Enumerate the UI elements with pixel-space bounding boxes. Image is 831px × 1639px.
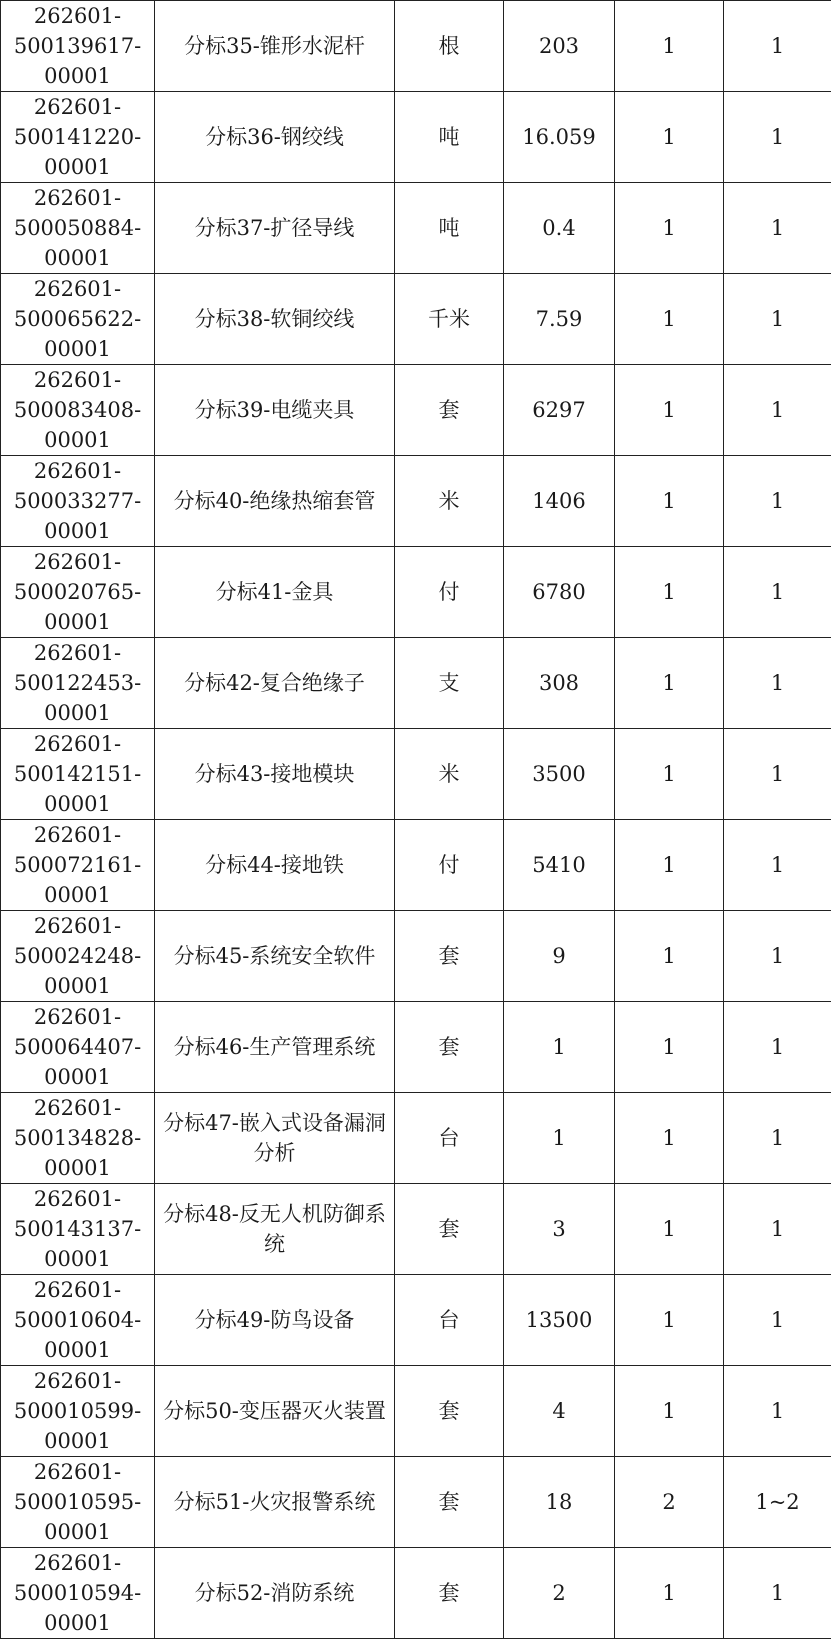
lot-code-line: 500065622- [3, 304, 152, 334]
lot-code-line: 500142151- [3, 759, 152, 789]
column-5-cell: 1 [615, 274, 724, 365]
lot-code-line: 262601- [3, 1093, 152, 1123]
lot-code-cell [1, 92, 155, 183]
quantity-cell: 3 [504, 1184, 615, 1275]
lot-name-cell: 分标50-变压器灭火装置 [155, 1366, 395, 1457]
column-6-cell: 1 [724, 1, 831, 92]
column-5-cell: 1 [615, 365, 724, 456]
lot-code-line: 00001 [3, 152, 152, 182]
table-row [1, 1548, 831, 1639]
lot-code-line: 00001 [3, 334, 152, 364]
unit-cell: 吨 [395, 92, 504, 183]
unit-cell: 套 [395, 911, 504, 1002]
lot-code-line: 262601- [3, 1275, 152, 1305]
column-6-cell: 1 [724, 92, 831, 183]
unit-cell: 根 [395, 1, 504, 92]
lot-code-cell [1, 183, 155, 274]
lot-code-cell [1, 1, 155, 92]
lot-code-line: 262601- [3, 1366, 152, 1396]
lot-name-cell: 分标42-复合绝缘子 [155, 638, 395, 729]
lot-name-cell: 分标46-生产管理系统 [155, 1002, 395, 1093]
table-row [1, 1457, 831, 1548]
lot-code-line: 500134828- [3, 1123, 152, 1153]
unit-cell: 台 [395, 1275, 504, 1366]
quantity-cell: 1406 [504, 456, 615, 547]
column-6-cell: 1 [724, 638, 831, 729]
quantity-cell: 3500 [504, 729, 615, 820]
quantity-cell: 1 [504, 1002, 615, 1093]
lot-code-cell [1, 1002, 155, 1093]
lot-name-cell: 分标51-火灾报警系统 [155, 1457, 395, 1548]
column-6-cell: 1~2 [724, 1457, 831, 1548]
quantity-cell: 6297 [504, 365, 615, 456]
unit-cell: 米 [395, 456, 504, 547]
unit-cell: 支 [395, 638, 504, 729]
quantity-cell: 18 [504, 1457, 615, 1548]
quantity-cell: 5410 [504, 820, 615, 911]
lot-code-line: 500139617- [3, 31, 152, 61]
lot-code-line: 500010599- [3, 1396, 152, 1426]
table-row [1, 1, 831, 92]
lot-code-line: 00001 [3, 425, 152, 455]
lot-code-line: 00001 [3, 1062, 152, 1092]
column-6-cell: 1 [724, 1548, 831, 1639]
unit-cell: 台 [395, 1093, 504, 1184]
lot-name-cell: 分标49-防鸟设备 [155, 1275, 395, 1366]
column-6-cell: 1 [724, 547, 831, 638]
lot-code-line: 262601- [3, 1457, 152, 1487]
quantity-cell: 16.059 [504, 92, 615, 183]
lot-code-cell [1, 820, 155, 911]
lot-code-line: 00001 [3, 1153, 152, 1183]
lot-code-line: 00001 [3, 971, 152, 1001]
lot-code-line: 500141220- [3, 122, 152, 152]
column-6-cell: 1 [724, 183, 831, 274]
table-row [1, 1002, 831, 1093]
table-row [1, 911, 831, 1002]
lot-code-line: 500010604- [3, 1305, 152, 1335]
column-6-cell: 1 [724, 911, 831, 1002]
lot-code-line: 00001 [3, 789, 152, 819]
quantity-cell: 203 [504, 1, 615, 92]
table-row [1, 1366, 831, 1457]
lot-code-cell [1, 1184, 155, 1275]
unit-cell: 吨 [395, 183, 504, 274]
unit-cell: 米 [395, 729, 504, 820]
lot-code-cell [1, 456, 155, 547]
lot-name-cell: 分标37-扩径导线 [155, 183, 395, 274]
column-5-cell: 1 [615, 547, 724, 638]
lot-name-cell: 分标44-接地铁 [155, 820, 395, 911]
table-row [1, 1093, 831, 1184]
column-6-cell: 1 [724, 1366, 831, 1457]
column-5-cell: 1 [615, 820, 724, 911]
table-row [1, 547, 831, 638]
lot-code-line: 00001 [3, 698, 152, 728]
column-5-cell: 1 [615, 638, 724, 729]
unit-cell: 套 [395, 1184, 504, 1275]
lot-code-line: 262601- [3, 1184, 152, 1214]
lot-code-line: 00001 [3, 1426, 152, 1456]
column-6-cell: 1 [724, 1184, 831, 1275]
lot-code-cell [1, 547, 155, 638]
table-body [1, 1, 831, 1639]
lot-code-cell [1, 638, 155, 729]
lot-code-cell [1, 1457, 155, 1548]
lot-name-cell: 分标36-钢绞线 [155, 92, 395, 183]
column-5-cell: 1 [615, 92, 724, 183]
quantity-cell: 13500 [504, 1275, 615, 1366]
lot-code-line: 00001 [3, 243, 152, 273]
column-5-cell: 1 [615, 729, 724, 820]
lot-code-line: 00001 [3, 1335, 152, 1365]
lot-name-cell: 分标47-嵌入式设备漏洞分析 [155, 1093, 395, 1184]
table-row [1, 1184, 831, 1275]
lot-code-line: 500050884- [3, 213, 152, 243]
lot-code-line: 262601- [3, 638, 152, 668]
lot-name-cell: 分标35-锥形水泥杆 [155, 1, 395, 92]
unit-cell: 套 [395, 365, 504, 456]
quantity-cell: 308 [504, 638, 615, 729]
column-6-cell: 1 [724, 1002, 831, 1093]
quantity-cell: 7.59 [504, 274, 615, 365]
table-row [1, 183, 831, 274]
column-6-cell: 1 [724, 456, 831, 547]
lot-code-line: 00001 [3, 607, 152, 637]
lot-code-line: 00001 [3, 1244, 152, 1274]
quantity-cell: 6780 [504, 547, 615, 638]
lot-name-cell: 分标52-消防系统 [155, 1548, 395, 1639]
lot-code-cell [1, 365, 155, 456]
lot-code-line: 500122453- [3, 668, 152, 698]
unit-cell: 千米 [395, 274, 504, 365]
unit-cell: 付 [395, 820, 504, 911]
unit-cell: 套 [395, 1548, 504, 1639]
lot-code-cell [1, 274, 155, 365]
column-5-cell: 1 [615, 1002, 724, 1093]
lot-code-line: 262601- [3, 729, 152, 759]
lot-code-cell [1, 1275, 155, 1366]
column-5-cell: 1 [615, 1093, 724, 1184]
column-5-cell: 1 [615, 1366, 724, 1457]
lot-code-cell [1, 911, 155, 1002]
lot-code-line: 262601- [3, 911, 152, 941]
column-5-cell: 1 [615, 456, 724, 547]
lot-code-line: 500083408- [3, 395, 152, 425]
unit-cell: 套 [395, 1366, 504, 1457]
lot-code-line: 262601- [3, 365, 152, 395]
table-row [1, 92, 831, 183]
lot-code-line: 262601- [3, 820, 152, 850]
lot-code-line: 500020765- [3, 577, 152, 607]
quantity-cell: 1 [504, 1093, 615, 1184]
lot-code-cell [1, 1366, 155, 1457]
lot-name-cell: 分标40-绝缘热缩套管 [155, 456, 395, 547]
lot-code-line: 262601- [3, 1, 152, 31]
lot-code-line: 262601- [3, 456, 152, 486]
lot-code-line: 500010594- [3, 1578, 152, 1608]
lot-name-cell: 分标43-接地模块 [155, 729, 395, 820]
lot-code-line: 262601- [3, 547, 152, 577]
lot-name-cell: 分标39-电缆夹具 [155, 365, 395, 456]
lot-code-line: 00001 [3, 1517, 152, 1547]
column-6-cell: 1 [724, 729, 831, 820]
column-5-cell: 2 [615, 1457, 724, 1548]
unit-cell: 付 [395, 547, 504, 638]
quantity-cell: 2 [504, 1548, 615, 1639]
lot-code-cell [1, 729, 155, 820]
column-5-cell: 1 [615, 1, 724, 92]
lot-code-line: 262601- [3, 1548, 152, 1578]
lot-name-cell: 分标45-系统安全软件 [155, 911, 395, 1002]
lot-name-cell: 分标48-反无人机防御系统 [155, 1184, 395, 1275]
column-5-cell: 1 [615, 1275, 724, 1366]
unit-cell: 套 [395, 1457, 504, 1548]
lot-code-line: 00001 [3, 61, 152, 91]
lot-code-line: 00001 [3, 1608, 152, 1638]
column-6-cell: 1 [724, 1093, 831, 1184]
column-5-cell: 1 [615, 1184, 724, 1275]
lot-code-line: 00001 [3, 516, 152, 546]
table-row [1, 729, 831, 820]
column-5-cell: 1 [615, 911, 724, 1002]
lot-code-line: 262601- [3, 92, 152, 122]
table-row [1, 638, 831, 729]
column-6-cell: 1 [724, 365, 831, 456]
quantity-cell: 9 [504, 911, 615, 1002]
unit-cell: 套 [395, 1002, 504, 1093]
column-6-cell: 1 [724, 1275, 831, 1366]
lot-code-cell [1, 1093, 155, 1184]
column-5-cell: 1 [615, 183, 724, 274]
column-6-cell: 1 [724, 274, 831, 365]
lot-code-cell [1, 1548, 155, 1639]
table-row [1, 365, 831, 456]
table-row [1, 456, 831, 547]
lot-code-line: 262601- [3, 183, 152, 213]
lot-code-line: 00001 [3, 880, 152, 910]
lot-name-cell: 分标38-软铜绞线 [155, 274, 395, 365]
quantity-cell: 4 [504, 1366, 615, 1457]
table-row [1, 274, 831, 365]
column-6-cell: 1 [724, 820, 831, 911]
table-row [1, 1275, 831, 1366]
lot-code-line: 500010595- [3, 1487, 152, 1517]
column-5-cell: 1 [615, 1548, 724, 1639]
lot-code-line: 500033277- [3, 486, 152, 516]
quantity-cell: 0.4 [504, 183, 615, 274]
lot-code-line: 500072161- [3, 850, 152, 880]
lot-name-cell: 分标41-金具 [155, 547, 395, 638]
lot-code-line: 262601- [3, 1002, 152, 1032]
lot-code-line: 500143137- [3, 1214, 152, 1244]
lot-code-line: 500024248- [3, 941, 152, 971]
table-row [1, 820, 831, 911]
lot-code-line: 500064407- [3, 1032, 152, 1062]
lot-code-line: 262601- [3, 274, 152, 304]
